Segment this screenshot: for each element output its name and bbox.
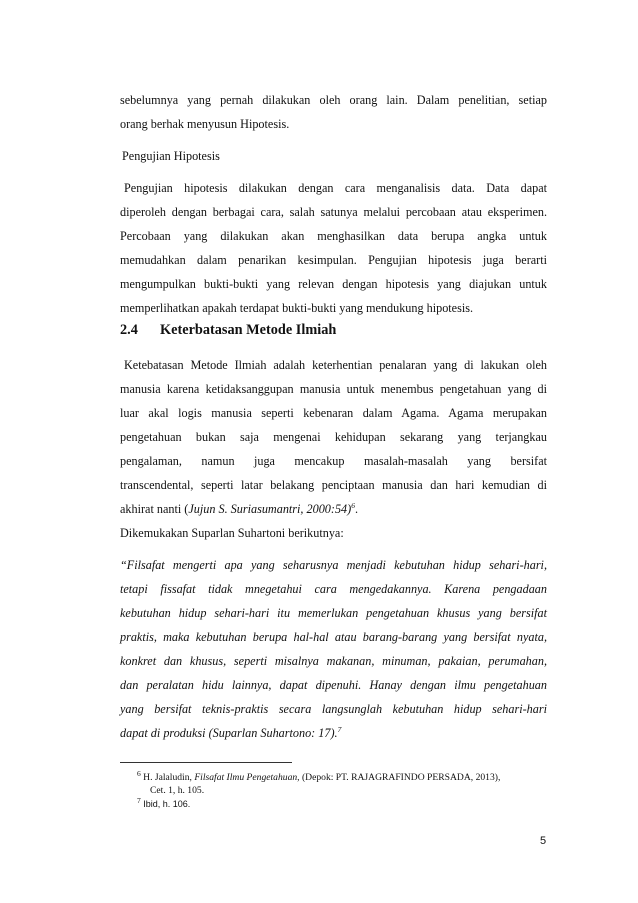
- section-title: Keterbatasan Metode Ilmiah: [160, 322, 337, 338]
- paragraph-line: transcendental, seperti latar belakang penciptaan manusia dan hari kemudian di: [120, 478, 547, 492]
- footnote-ref: 6: [351, 500, 355, 510]
- footnote-number: 7: [137, 795, 141, 805]
- text-span: .: [354, 502, 358, 516]
- section-heading: [120, 322, 336, 339]
- footnote-number: 6: [137, 768, 141, 778]
- footnote-ref: 7: [337, 724, 342, 734]
- paragraph-line: memperlihatkan apakah terdapat bukti-bukti yang mendukung hipotesis.: [120, 301, 474, 315]
- quote-last-line: [120, 725, 547, 741]
- quote-line: tetapi fissafat tidak mnegetahui cara mengedakannya. Karena pengadaan: [120, 582, 547, 596]
- footnote-separator: [120, 762, 292, 763]
- text-span: dapat di produksi (Suparlan Suhartono: 17).: [120, 726, 338, 740]
- paragraph-line: sebelumnya yang pernah dilakukan oleh orang lain. Dalam penelitian, setiap: [120, 93, 547, 107]
- quote-line: kebutuhan hidup sehari-hari itu memerlukan pengetahuan khusus yang bersifat: [120, 606, 547, 620]
- text-span: (Depok: PT. RAJAGRAFINDO PERSADA, 2013),: [299, 772, 501, 783]
- footnote-6-cont: Cet. 1, h. 105.: [150, 785, 205, 796]
- section-number: 2.4: [120, 322, 138, 338]
- footnote-6: [137, 768, 501, 784]
- text-span: Ibid, h. 106.: [140, 799, 191, 809]
- paragraph-line: manusia karena ketidaksanggupan manusia untuk menembus pengetahuan yang di: [120, 382, 547, 396]
- subheading-pengujian: Pengujian Hipotesis: [122, 149, 220, 163]
- paragraph-line: Ketebatasan Metode Ilmiah adalah keterhentian penalaran yang di lakukan oleh: [124, 358, 547, 372]
- citation: Jujun S. Suriasumantri, 2000:54): [188, 502, 352, 516]
- quote-line: konkret dan khusus, seperti misalnya makanan, minuman, pakaian, perumahan,: [120, 654, 547, 668]
- footnote-7: [137, 795, 191, 811]
- paragraph-line: Percobaan yang dilakukan akan menghasilkan data berupa angka untuk: [120, 229, 547, 243]
- paragraph-line: pengetahuan bukan saja mengenai kehidupan sekarang yang terjangkau: [120, 430, 547, 444]
- paragraph-line: pengalaman, namun juga mencakup masalah-masalah yang bersifat: [120, 454, 547, 468]
- text-span: akhirat nanti (: [120, 502, 189, 516]
- page-number: 5: [540, 835, 547, 847]
- quote-intro: Dikemukakan Suparlan Suhartoni berikutnya:: [120, 526, 344, 540]
- quote-line: dan peralatan hidu lainnya, dapat dipenuhi. Hanay dengan ilmu pengetahuan: [120, 678, 547, 692]
- book-title: Filsafat Ilmu Pengetahuan,: [194, 772, 300, 783]
- paragraph-line: Pengujian hipotesis dilakukan dengan cara menganalisis data. Data dapat: [124, 181, 547, 195]
- paragraph-last-line: [120, 501, 547, 517]
- paragraph-line: mengumpulkan bukti-bukti yang relevan dengan hipotesis yang diajukan untuk: [120, 277, 547, 291]
- quote-line: yang bersifat teknis-praktis secara langsunglah kebutuhan hidup sehari-hari: [120, 702, 547, 716]
- text-span: H. Jalaludin,: [140, 772, 195, 783]
- paragraph-line: orang berhak menyusun Hipotesis.: [120, 117, 290, 131]
- paragraph-line: memudahkan dalam penarikan kesimpulan. Pengujian hipotesis juga berarti: [120, 253, 547, 267]
- paragraph-line: luar akal logis manusia seperti kebenaran dalam Agama. Agama merupakan: [120, 406, 547, 420]
- paragraph-line: diperoleh dengan berbagai cara, salah satunya melalui percobaan atau eksperimen.: [120, 205, 547, 219]
- quote-line: praktis, maka kebutuhan berupa hal-hal atau barang-barang yang bersifat nyata,: [120, 630, 547, 644]
- quote-line: “Filsafat mengerti apa yang seharusnya menjadi kebutuhan hidup sehari-hari,: [120, 558, 547, 572]
